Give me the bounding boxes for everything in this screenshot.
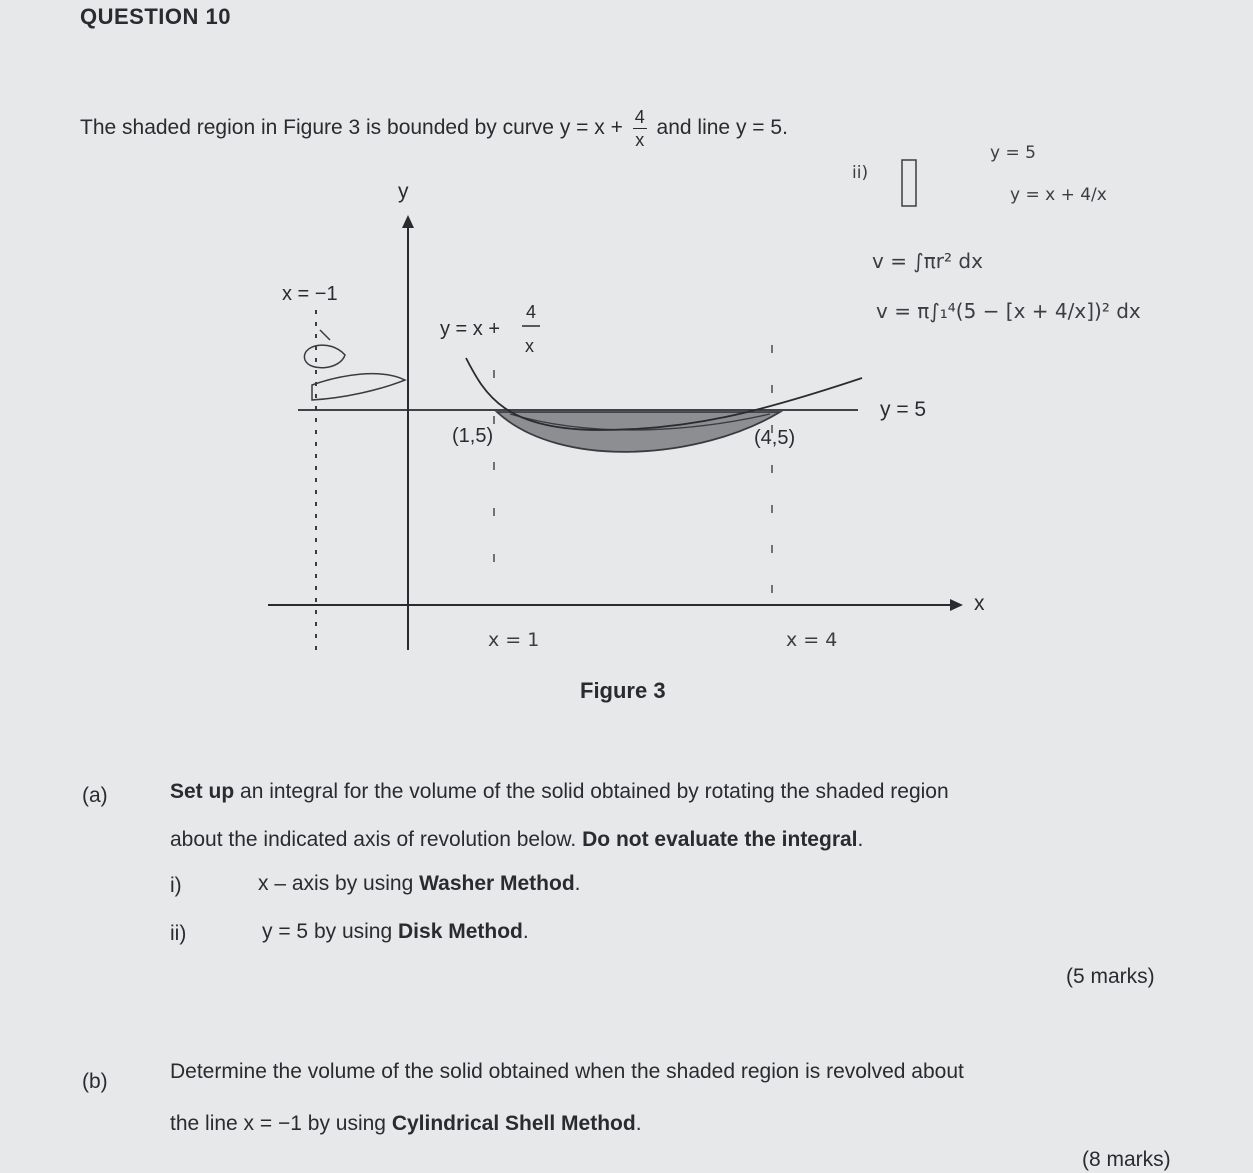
part-a-line-1-rest: an integral for the volume of the solid obtained by rotating the shaded region [240, 780, 949, 803]
part-a-i-end: . [574, 872, 581, 895]
part-b-label: (b) [82, 1070, 108, 1093]
figure-caption: Figure 3 [580, 678, 666, 703]
shaded-region [497, 412, 780, 452]
part-b-cylindrical-shell-method: Cylindrical Shell Method [391, 1112, 636, 1135]
part-a-line-1 [170, 780, 949, 804]
part-a-label: (a) [82, 784, 108, 807]
handwriting-x4: x = 4 [786, 629, 838, 651]
part-a-ii-disk-method: Disk Method [398, 920, 523, 943]
part-a-set-up: Set up [170, 780, 235, 803]
handwriting-x1: x = 1 [488, 629, 540, 651]
hand-sketch-rotation [304, 330, 405, 400]
part-a-i-label: i) [170, 874, 182, 897]
y-axis-arrow [402, 215, 414, 228]
part-b-line-1: Determine the volume of the solid obtained when the shaded region is revolved about [170, 1060, 964, 1083]
curve-label-den: x [525, 336, 534, 356]
intro-before: The shaded region in Figure 3 is bounded by curve [80, 116, 554, 140]
line-x-equals-minus-1-label: x = −1 [282, 283, 338, 305]
intro-line: y = 5. [735, 116, 788, 140]
part-a-i-washer-method: Washer Method [419, 872, 575, 895]
part-a-ii-label: ii) [170, 922, 187, 945]
handwriting-volume-integral: v = π∫₁⁴(5 − [x + 4/x])² dx [876, 299, 1141, 323]
figure-3 [0, 130, 1253, 690]
intro-fraction-num: 4 [634, 107, 645, 127]
part-a-ii-text [262, 920, 529, 944]
line-y-equals-5-label: y = 5 [880, 398, 927, 421]
part-a-marks: (5 marks) [1066, 965, 1155, 988]
part-b-line-2-plain: the line x = −1 by using [170, 1112, 386, 1135]
intro-curve-lhs: y = x + [559, 116, 623, 140]
part-a-ii-end: . [522, 920, 529, 943]
part-a-line-2 [170, 828, 863, 852]
part-a-line-2-end: . [857, 828, 864, 851]
point-left-label: (1,5) [452, 425, 494, 447]
handwriting-sketch-box [902, 160, 916, 206]
handwriting-y5: y = 5 [990, 143, 1036, 163]
x-axis-label: x [974, 592, 985, 615]
intro-fraction-den: x [635, 130, 645, 150]
question-title: QUESTION 10 [80, 4, 231, 29]
x-axis-arrow [950, 599, 963, 611]
part-a-line-2-plain: about the indicated axis of revolution below. [170, 828, 577, 851]
part-b-marks: (8 marks) [1082, 1148, 1171, 1171]
part-a-ii-plain: y = 5 by using [262, 920, 393, 943]
curve-label-num: 4 [526, 302, 537, 322]
handwriting-curve: y = x + 4/x [1010, 185, 1107, 205]
handwriting-ii: ii) [852, 163, 869, 183]
curve-label-lhs: y = x + [440, 318, 501, 340]
point-right-label: (4,5) [754, 427, 796, 449]
part-b-line-2-end: . [635, 1112, 642, 1135]
part-a-i-text [258, 872, 581, 896]
handwriting-volume-formula: v = ∫πr² dx [872, 249, 983, 273]
part-a-i-plain: x – axis by using [258, 872, 414, 895]
intro-between: and line [656, 116, 731, 140]
part-b-line-2 [170, 1112, 642, 1136]
y-axis-label: y [398, 180, 409, 203]
part-a-do-not-evaluate: Do not evaluate the integral [582, 828, 858, 851]
